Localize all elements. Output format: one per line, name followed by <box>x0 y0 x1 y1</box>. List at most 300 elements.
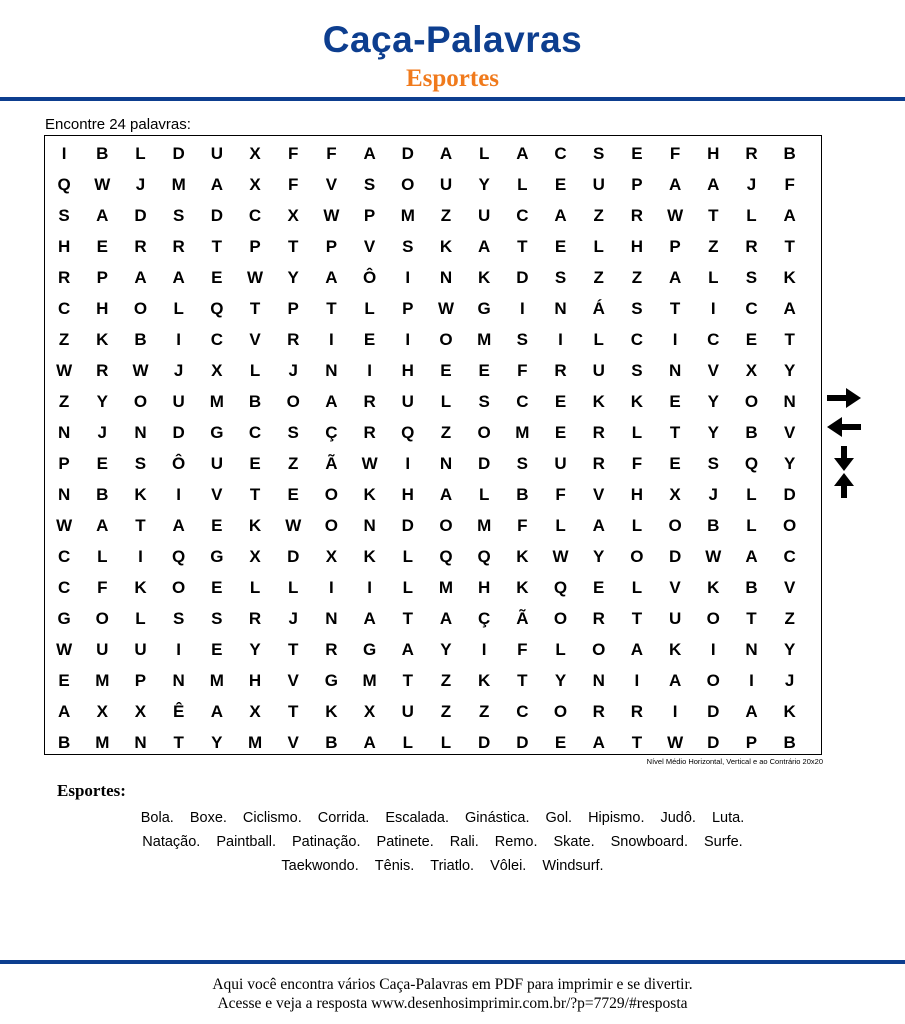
grid-cell[interactable]: T <box>288 702 299 721</box>
grid-cell[interactable]: O <box>630 547 644 566</box>
grid-cell[interactable]: N <box>325 609 338 628</box>
grid-cell[interactable]: N <box>783 392 796 411</box>
grid-cell[interactable]: E <box>554 423 567 442</box>
grid-cell[interactable]: W <box>323 206 340 225</box>
grid-cell[interactable]: U <box>134 640 147 659</box>
grid-cell[interactable]: E <box>554 237 567 256</box>
grid-cell[interactable]: R <box>287 330 300 349</box>
grid-cell[interactable]: K <box>439 237 453 256</box>
grid-cell[interactable]: T <box>288 237 299 256</box>
grid-cell[interactable]: R <box>363 423 376 442</box>
grid-cell[interactable]: Q <box>744 454 759 473</box>
grid-cell[interactable]: U <box>210 454 223 473</box>
grid-cell[interactable]: L <box>631 516 643 535</box>
grid-cell[interactable]: R <box>592 609 605 628</box>
grid-cell[interactable]: U <box>668 609 682 628</box>
grid-cell[interactable]: D <box>287 547 300 566</box>
grid-cell[interactable]: F <box>97 578 108 597</box>
grid-cell[interactable]: W <box>667 206 684 225</box>
grid-cell[interactable]: H <box>401 485 414 504</box>
grid-cell[interactable]: N <box>592 671 605 690</box>
grid-cell[interactable]: D <box>707 733 720 752</box>
grid-cell[interactable]: R <box>172 237 185 256</box>
grid-cell[interactable]: R <box>248 609 262 628</box>
grid-cell[interactable]: F <box>517 640 528 659</box>
grid-cell[interactable]: K <box>630 392 644 411</box>
grid-cell[interactable]: X <box>96 702 108 721</box>
grid-cell[interactable]: L <box>746 206 757 225</box>
grid-cell[interactable]: N <box>439 268 453 287</box>
grid-cell[interactable]: A <box>172 516 185 535</box>
grid-cell[interactable]: L <box>746 485 757 504</box>
grid-cell[interactable]: L <box>440 392 452 411</box>
grid-cell[interactable]: E <box>669 392 681 411</box>
grid-cell[interactable]: P <box>631 175 643 194</box>
grid-cell[interactable]: A <box>439 609 453 628</box>
grid-cell[interactable]: T <box>135 516 146 535</box>
grid-cell[interactable]: D <box>478 454 491 473</box>
grid-cell[interactable]: S <box>631 299 643 318</box>
grid-cell[interactable]: Y <box>249 640 261 659</box>
grid-cell[interactable]: Ê <box>172 702 185 721</box>
grid-cell[interactable]: I <box>329 578 334 597</box>
grid-cell[interactable]: K <box>363 547 376 566</box>
grid-cell[interactable]: E <box>554 733 567 752</box>
grid-cell[interactable]: T <box>631 733 643 752</box>
grid-cell[interactable]: T <box>517 237 528 256</box>
grid-cell[interactable]: Z <box>478 702 490 721</box>
grid-cell[interactable]: B <box>745 423 758 442</box>
grid-cell[interactable]: R <box>592 702 605 721</box>
grid-cell[interactable]: V <box>287 671 299 690</box>
grid-cell[interactable]: H <box>57 237 71 256</box>
grid-cell[interactable]: S <box>516 454 529 473</box>
grid-cell[interactable]: W <box>667 733 684 752</box>
grid-cell[interactable]: P <box>249 237 261 256</box>
grid-cell[interactable]: L <box>708 268 719 287</box>
grid-cell[interactable]: S <box>554 268 567 287</box>
grid-cell[interactable]: P <box>402 299 414 318</box>
grid-cell[interactable]: K <box>363 485 376 504</box>
grid-cell[interactable]: A <box>668 671 682 690</box>
grid-cell[interactable]: A <box>516 144 529 163</box>
grid-cell[interactable]: L <box>440 733 452 752</box>
grid-cell[interactable]: Ã <box>325 454 338 473</box>
grid-cell[interactable]: V <box>249 330 261 349</box>
grid-cell[interactable]: P <box>325 237 338 256</box>
grid-cell[interactable]: E <box>478 361 490 380</box>
grid-cell[interactable]: Y <box>478 175 490 194</box>
grid-cell[interactable]: V <box>783 423 796 442</box>
grid-cell[interactable]: D <box>707 702 720 721</box>
grid-cell[interactable]: W <box>94 175 111 194</box>
grid-cell[interactable]: K <box>707 578 720 597</box>
grid-cell[interactable]: C <box>248 206 262 225</box>
grid-cell[interactable]: T <box>784 330 795 349</box>
grid-cell[interactable]: X <box>249 144 261 163</box>
grid-cell[interactable]: J <box>288 609 298 628</box>
grid-cell[interactable]: T <box>631 609 643 628</box>
grid-cell[interactable]: P <box>287 299 299 318</box>
grid-cell[interactable]: O <box>783 516 797 535</box>
grid-cell[interactable]: C <box>554 144 567 163</box>
grid-cell[interactable]: Q <box>172 547 186 566</box>
grid-cell[interactable]: D <box>783 485 796 504</box>
grid-cell[interactable]: Z <box>58 330 70 349</box>
grid-cell[interactable]: D <box>401 144 414 163</box>
grid-cell[interactable]: U <box>172 392 185 411</box>
grid-cell[interactable]: T <box>669 299 681 318</box>
grid-cell[interactable]: E <box>554 392 567 411</box>
grid-cell[interactable]: K <box>478 268 491 287</box>
grid-cell[interactable]: E <box>554 175 567 194</box>
grid-cell[interactable]: R <box>325 640 338 659</box>
grid-cell[interactable]: B <box>707 516 720 535</box>
grid-cell[interactable]: U <box>439 175 453 194</box>
grid-cell[interactable]: A <box>554 206 567 225</box>
grid-cell[interactable]: P <box>363 206 376 225</box>
grid-cell[interactable]: F <box>517 516 528 535</box>
grid-cell[interactable]: A <box>707 175 720 194</box>
grid-cell[interactable]: I <box>405 268 411 287</box>
grid-cell[interactable]: K <box>96 330 109 349</box>
grid-cell[interactable]: Q <box>553 578 568 597</box>
grid-cell[interactable]: L <box>555 516 566 535</box>
grid-cell[interactable]: Y <box>783 454 796 473</box>
grid-cell[interactable]: L <box>555 640 566 659</box>
grid-cell[interactable]: G <box>210 547 224 566</box>
grid-cell[interactable]: T <box>326 299 337 318</box>
grid-cell[interactable]: O <box>133 299 148 318</box>
grid-cell[interactable]: P <box>134 671 147 690</box>
grid-cell[interactable]: C <box>630 330 644 349</box>
grid-cell[interactable]: X <box>211 361 223 380</box>
grid-cell[interactable]: I <box>176 485 182 504</box>
grid-cell[interactable]: L <box>631 578 643 597</box>
grid-cell[interactable]: X <box>363 702 376 721</box>
grid-cell[interactable]: K <box>516 547 529 566</box>
grid-cell[interactable]: T <box>249 299 261 318</box>
grid-cell[interactable]: I <box>749 671 754 690</box>
grid-cell[interactable]: L <box>593 237 604 256</box>
grid-cell[interactable]: M <box>209 671 224 690</box>
grid-cell[interactable]: A <box>478 237 491 256</box>
grid-cell[interactable]: O <box>95 609 109 628</box>
grid-cell[interactable]: X <box>249 547 261 566</box>
grid-cell[interactable]: E <box>211 516 223 535</box>
grid-cell[interactable]: W <box>552 547 569 566</box>
grid-cell[interactable]: G <box>362 640 377 659</box>
grid-cell[interactable]: O <box>553 609 568 628</box>
grid-cell[interactable]: T <box>402 609 413 628</box>
grid-cell[interactable]: J <box>746 175 757 194</box>
grid-cell[interactable]: Y <box>783 640 796 659</box>
grid-cell[interactable]: N <box>325 361 338 380</box>
grid-cell[interactable]: G <box>57 609 71 628</box>
grid-cell[interactable]: D <box>478 733 491 752</box>
grid-cell[interactable]: Ô <box>172 454 186 473</box>
grid-cell[interactable]: E <box>96 454 108 473</box>
grid-cell[interactable]: Z <box>440 423 452 442</box>
grid-cell[interactable]: R <box>134 237 147 256</box>
grid-cell[interactable]: D <box>516 268 529 287</box>
grid-cell[interactable]: A <box>783 299 796 318</box>
grid-cell[interactable]: M <box>247 733 263 752</box>
grid-cell[interactable]: U <box>210 144 223 163</box>
grid-cell[interactable]: L <box>402 547 413 566</box>
grid-cell[interactable]: R <box>592 454 605 473</box>
grid-cell[interactable]: S <box>172 206 185 225</box>
grid-cell[interactable]: K <box>248 516 262 535</box>
grid-cell[interactable]: S <box>478 392 490 411</box>
grid-cell[interactable]: C <box>248 423 262 442</box>
grid-cell[interactable]: W <box>132 361 149 380</box>
grid-cell[interactable]: A <box>363 609 376 628</box>
grid-cell[interactable]: T <box>288 640 299 659</box>
grid-cell[interactable]: R <box>745 237 758 256</box>
grid-cell[interactable]: R <box>57 268 71 287</box>
grid-cell[interactable]: R <box>363 392 376 411</box>
grid-cell[interactable]: M <box>209 392 224 411</box>
grid-cell[interactable]: V <box>211 485 223 504</box>
grid-cell[interactable]: N <box>172 671 185 690</box>
grid-cell[interactable]: L <box>135 609 146 628</box>
grid-cell[interactable]: L <box>97 547 108 566</box>
letter-grid[interactable] <box>44 135 822 755</box>
grid-cell[interactable]: X <box>249 702 261 721</box>
grid-cell[interactable]: O <box>553 702 568 721</box>
grid-cell[interactable]: D <box>172 144 185 163</box>
grid-cell[interactable]: N <box>668 361 682 380</box>
grid-cell[interactable]: H <box>248 671 262 690</box>
grid-cell[interactable]: V <box>593 485 605 504</box>
grid-cell[interactable]: Y <box>440 640 452 659</box>
grid-cell[interactable]: H <box>478 578 491 597</box>
grid-cell[interactable]: B <box>783 144 796 163</box>
grid-cell[interactable]: H <box>401 361 414 380</box>
grid-cell[interactable]: P <box>96 268 108 287</box>
grid-cell[interactable]: N <box>57 485 71 504</box>
grid-cell[interactable]: M <box>362 671 377 690</box>
grid-cell[interactable]: A <box>172 268 185 287</box>
grid-cell[interactable]: X <box>669 485 681 504</box>
grid-cell[interactable]: K <box>134 485 147 504</box>
grid-cell[interactable]: E <box>58 671 70 690</box>
grid-cell[interactable]: R <box>96 361 109 380</box>
grid-cell[interactable]: Z <box>593 206 604 225</box>
grid-cell[interactable]: E <box>363 330 376 349</box>
grid-cell[interactable]: B <box>248 392 262 411</box>
grid-cell[interactable]: H <box>630 237 644 256</box>
grid-cell[interactable]: Y <box>593 547 605 566</box>
grid-cell[interactable]: A <box>210 702 223 721</box>
grid-cell[interactable]: Q <box>210 299 224 318</box>
grid-cell[interactable]: B <box>96 485 109 504</box>
grid-cell[interactable]: A <box>592 733 605 752</box>
grid-cell[interactable]: Y <box>783 361 796 380</box>
grid-cell[interactable]: L <box>478 485 490 504</box>
grid-cell[interactable]: X <box>249 175 261 194</box>
grid-cell[interactable]: W <box>56 516 73 535</box>
grid-cell[interactable]: F <box>631 454 643 473</box>
grid-cell[interactable]: Z <box>708 237 719 256</box>
grid-cell[interactable]: E <box>211 268 223 287</box>
grid-cell[interactable]: O <box>401 175 415 194</box>
grid-cell[interactable]: A <box>96 206 109 225</box>
grid-cell[interactable]: M <box>95 671 110 690</box>
grid-cell[interactable]: A <box>745 547 758 566</box>
grid-cell[interactable]: Z <box>440 206 452 225</box>
grid-cell[interactable]: Y <box>287 268 299 287</box>
grid-cell[interactable]: L <box>288 578 299 597</box>
grid-cell[interactable]: D <box>172 423 185 442</box>
grid-cell[interactable]: P <box>669 237 681 256</box>
grid-cell[interactable]: Q <box>439 547 453 566</box>
grid-cell[interactable]: S <box>58 206 70 225</box>
grid-cell[interactable]: S <box>402 237 414 256</box>
grid-cell[interactable]: F <box>288 175 299 194</box>
grid-cell[interactable]: E <box>593 578 605 597</box>
grid-cell[interactable]: M <box>515 423 530 442</box>
grid-cell[interactable]: Y <box>707 423 719 442</box>
grid-cell[interactable]: Ã <box>516 609 529 628</box>
grid-cell[interactable]: O <box>439 516 453 535</box>
grid-cell[interactable]: I <box>558 330 563 349</box>
grid-cell[interactable]: I <box>405 454 411 473</box>
grid-cell[interactable]: A <box>439 144 453 163</box>
grid-cell[interactable]: M <box>438 578 454 597</box>
grid-cell[interactable]: V <box>669 578 681 597</box>
grid-cell[interactable]: C <box>745 299 758 318</box>
grid-cell[interactable]: S <box>363 175 376 194</box>
grid-cell[interactable]: T <box>517 671 528 690</box>
grid-cell[interactable]: I <box>634 671 640 690</box>
grid-cell[interactable]: K <box>668 640 682 659</box>
grid-cell[interactable]: X <box>134 702 147 721</box>
grid-cell[interactable]: T <box>173 733 184 752</box>
grid-cell[interactable]: K <box>478 671 491 690</box>
grid-cell[interactable]: D <box>134 206 147 225</box>
grid-cell[interactable]: Q <box>477 547 491 566</box>
grid-cell[interactable]: V <box>287 733 299 752</box>
grid-cell[interactable]: E <box>669 454 681 473</box>
grid-cell[interactable]: L <box>402 733 413 752</box>
grid-cell[interactable]: C <box>783 547 796 566</box>
grid-cell[interactable]: G <box>477 299 491 318</box>
grid-cell[interactable]: W <box>56 640 73 659</box>
grid-cell[interactable]: R <box>630 206 644 225</box>
grid-cell[interactable]: N <box>439 454 453 473</box>
grid-cell[interactable]: B <box>96 144 109 163</box>
grid-cell[interactable]: O <box>324 485 339 504</box>
grid-cell[interactable]: I <box>329 330 334 349</box>
grid-cell[interactable]: A <box>668 268 682 287</box>
grid-cell[interactable]: P <box>745 733 758 752</box>
grid-cell[interactable]: B <box>134 330 147 349</box>
grid-cell[interactable]: O <box>172 578 186 597</box>
grid-cell[interactable]: O <box>286 392 300 411</box>
grid-cell[interactable]: U <box>592 361 605 380</box>
grid-cell[interactable]: I <box>176 330 182 349</box>
grid-cell[interactable]: E <box>440 361 452 380</box>
grid-cell[interactable]: B <box>745 578 758 597</box>
grid-cell[interactable]: L <box>135 144 146 163</box>
grid-cell[interactable]: Q <box>57 175 71 194</box>
grid-cell[interactable]: E <box>211 640 223 659</box>
grid-cell[interactable]: Y <box>554 671 567 690</box>
grid-cell[interactable]: I <box>710 299 716 318</box>
grid-cell[interactable]: E <box>287 485 299 504</box>
grid-cell[interactable]: W <box>56 361 73 380</box>
grid-cell[interactable]: F <box>784 175 795 194</box>
grid-cell[interactable]: Y <box>96 392 108 411</box>
grid-cell[interactable]: I <box>519 299 525 318</box>
grid-cell[interactable]: R <box>554 361 567 380</box>
grid-cell[interactable]: U <box>401 392 414 411</box>
grid-cell[interactable]: B <box>516 485 529 504</box>
grid-cell[interactable]: Z <box>288 454 299 473</box>
grid-cell[interactable]: O <box>668 516 682 535</box>
grid-cell[interactable]: D <box>210 206 223 225</box>
grid-cell[interactable]: O <box>744 392 759 411</box>
grid-cell[interactable]: V <box>783 578 796 597</box>
grid-cell[interactable]: N <box>554 299 567 318</box>
grid-cell[interactable]: F <box>517 361 528 380</box>
grid-cell[interactable]: J <box>708 485 719 504</box>
grid-cell[interactable]: U <box>96 640 109 659</box>
grid-cell[interactable]: O <box>439 330 453 349</box>
grid-cell[interactable]: K <box>783 268 796 287</box>
grid-cell[interactable]: I <box>61 144 67 163</box>
grid-cell[interactable]: S <box>516 330 529 349</box>
grid-cell[interactable]: S <box>134 454 147 473</box>
grid-cell[interactable]: A <box>401 640 414 659</box>
grid-cell[interactable]: V <box>363 237 376 256</box>
grid-cell[interactable]: G <box>210 423 224 442</box>
grid-cell[interactable]: Z <box>784 609 795 628</box>
grid-cell[interactable]: M <box>95 733 110 752</box>
grid-cell[interactable]: C <box>516 206 529 225</box>
grid-cell[interactable]: O <box>592 640 606 659</box>
grid-cell[interactable]: D <box>668 547 682 566</box>
grid-cell[interactable]: B <box>783 733 796 752</box>
grid-cell[interactable]: E <box>249 454 261 473</box>
grid-cell[interactable]: K <box>325 702 338 721</box>
grid-cell[interactable]: A <box>668 175 682 194</box>
grid-cell[interactable]: L <box>478 144 490 163</box>
grid-cell[interactable]: T <box>402 671 413 690</box>
grid-cell[interactable]: A <box>363 144 376 163</box>
grid-cell[interactable]: T <box>708 206 719 225</box>
grid-cell[interactable]: L <box>173 299 184 318</box>
grid-cell[interactable]: U <box>592 175 605 194</box>
grid-cell[interactable]: W <box>247 268 264 287</box>
grid-cell[interactable]: S <box>593 144 605 163</box>
grid-cell[interactable]: L <box>631 423 643 442</box>
grid-cell[interactable]: E <box>631 144 643 163</box>
grid-cell[interactable]: U <box>401 702 414 721</box>
grid-cell[interactable]: M <box>171 175 186 194</box>
grid-cell[interactable]: T <box>211 237 223 256</box>
grid-cell[interactable]: L <box>249 361 261 380</box>
grid-cell[interactable]: C <box>57 299 71 318</box>
grid-cell[interactable]: S <box>631 361 643 380</box>
grid-cell[interactable]: E <box>745 330 758 349</box>
grid-cell[interactable]: U <box>478 206 491 225</box>
grid-cell[interactable]: A <box>363 733 376 752</box>
grid-cell[interactable]: A <box>325 392 338 411</box>
grid-cell[interactable]: C <box>707 330 720 349</box>
